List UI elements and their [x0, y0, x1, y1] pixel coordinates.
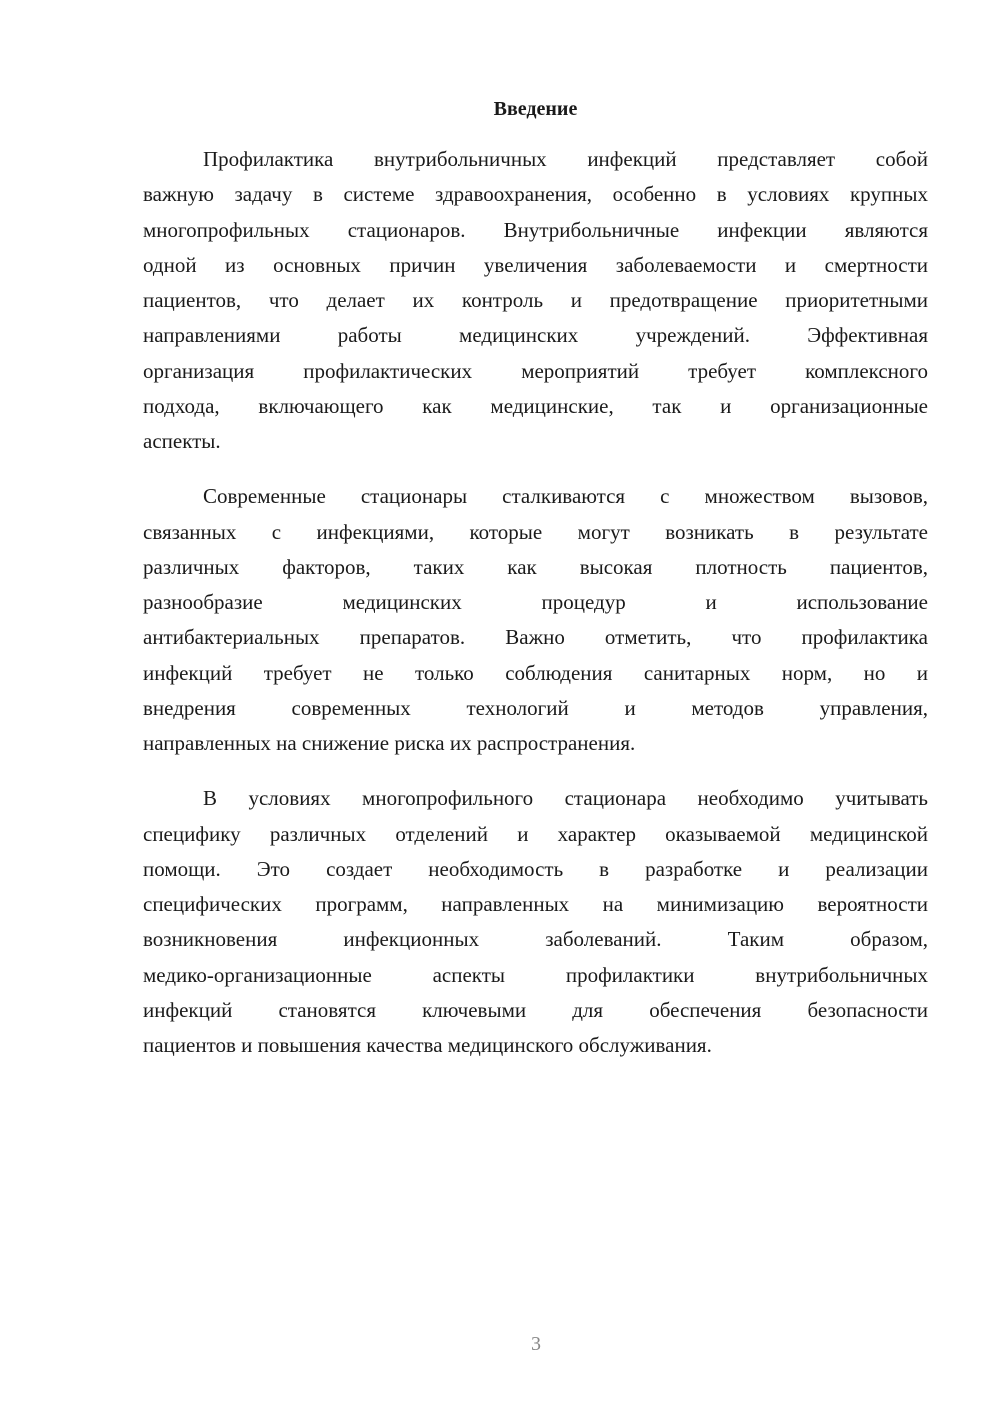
text-line: одной из основных причин увеличения заболеваемости и смертности — [143, 252, 928, 277]
text-line: организация профилактических мероприятий требует комплексного — [143, 358, 928, 383]
page-number: 3 — [531, 1333, 541, 1355]
text-line: пациентов, что делает их контроль и предотвращение приоритетными — [143, 288, 928, 312]
text-line: медико-организационные аспекты профилактики внутрибольничных — [143, 962, 928, 987]
text-line: важную задачу в системе здравоохранения, особенно в условиях крупных — [143, 182, 928, 207]
document-body — [143, 142, 928, 1083]
text-line: Профилактика внутрибольничных инфекций представляет собой — [203, 147, 928, 171]
text-line: подхода, включающего как медицинские, так и организационные — [143, 393, 928, 418]
text-line: пациентов и повышения качества медицинского обслуживания. — [143, 1033, 712, 1057]
text-line: направлениями работы медицинских учреждений. Эффективная — [143, 323, 928, 348]
text-line: направленных на снижение риска их распространения. — [143, 731, 636, 755]
paragraph — [143, 142, 928, 459]
text-line: различных факторов, таких как высокая плотность пациентов, — [143, 554, 928, 579]
text-line: возникновения инфекционных заболеваний. Таким образом, — [143, 927, 928, 952]
text-line: связанных с инфекциями, которые могут возникать в результате — [143, 519, 928, 544]
text-line: инфекций становятся ключевыми для обеспечения безопасности — [143, 997, 928, 1022]
text-line: антибактериальных препаратов. Важно отметить, что профилактика — [143, 625, 928, 650]
text-line: разнообразие медицинских процедур и использование — [143, 590, 928, 614]
paragraph — [143, 479, 928, 761]
text-line: инфекций требует не только соблюдения санитарных норм, но и — [143, 660, 928, 685]
text-line: В условиях многопрофильного стационара необходимо учитывать — [203, 786, 928, 811]
text-line: внедрения современных технологий и методов управления, — [143, 695, 928, 720]
section-title: Введение — [493, 98, 578, 120]
paragraph — [143, 781, 928, 1063]
text-line: Современные стационары сталкиваются с множеством вызовов, — [203, 484, 928, 509]
text-line: специфических программ, направленных на минимизацию вероятности — [143, 892, 928, 916]
text-line: аспекты. — [143, 429, 221, 453]
text-line: специфику различных отделений и характер оказываемой медицинской — [143, 821, 928, 846]
text-line: многопрофильных стационаров. Внутрибольничные инфекции являются — [143, 217, 928, 242]
text-line: помощи. Это создает необходимость в разработке и реализации — [143, 856, 928, 881]
